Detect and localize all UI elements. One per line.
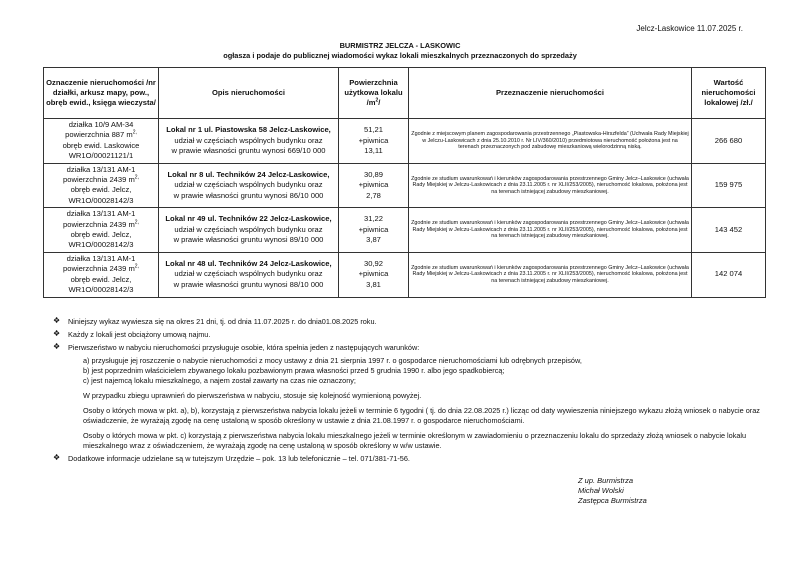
header-purpose: Przeznaczenie nieruchomości bbox=[409, 68, 692, 119]
note-text: Pierwszeństwo w nabyciu nieruchomości przysługuje osobie, która spełnia jeden z następujących warunków: bbox=[68, 343, 420, 352]
signature-name: Michał Wolski bbox=[578, 486, 624, 495]
plot-cell: działka 13/131 AM-1 powierzchnia 2439 $m^{2,}$ obręb ewid. Jelcz, WR1O/00028142/3 bbox=[44, 252, 159, 297]
header-usable-area: Powierzchnia użytkowa lokalu $/m^2/$ bbox=[339, 68, 409, 119]
deadline-paragraph-c: Osoby o których mowa w pkt. c) korzystają z pierwszeństwa nabycia lokalu mieszkalnego jeżeli w terminie określonym w zawiadomieniu o przeznaczeniu lokalu do sprzedaży złożą wniosek o nabycie lokalu mieszkalnego wraz z oświadczeniem, że wyrażają zgodę na cenę ustaloną w sposób określony w w/w ustawie. bbox=[83, 431, 747, 450]
signature-block bbox=[578, 476, 647, 506]
area-cell: 30,92 +piwnica 3,81 bbox=[339, 252, 409, 297]
signature-line-1: Z up. Burmistrza bbox=[578, 476, 634, 485]
header-property-designation: Oznaczenie nieruchomości /nr działki, arkusz mapy, pow., obręb ewid., księga wieczysta/ bbox=[44, 68, 159, 119]
properties-table bbox=[43, 67, 766, 298]
purpose-cell: Zgodnie ze studium uwarunkowań i kierunków zagospodarowania przestrzennego Gminy Jelcz–Laskowice (uchwała Rady Miejskiej w Jelczu-Laskowicach z dnia 23.11.2005 r. nr XLII/253/2005), nieruchomość lokalowa, położona jest na terenach istniejącej zabudowy mieszkaniowej. bbox=[409, 208, 692, 253]
place-date: Jelcz-Laskowice 11.07.2025 r. bbox=[636, 24, 743, 33]
value-cell: 142 074 bbox=[692, 252, 766, 297]
value-cell: 143 452 bbox=[692, 208, 766, 253]
plot-cell: działka 13/131 AM-1 powierzchnia 2439 $m^{2,}$ obręb ewid. Jelcz, WR1O/00028142/3 bbox=[44, 208, 159, 253]
table-row bbox=[44, 163, 766, 208]
note-text: Każdy z lokali jest obciążony umową najmu. bbox=[68, 330, 211, 339]
condition-c: c) jest najemcą lokalu mieszkalnego, a najem został zawarty na czas nie oznaczony; bbox=[83, 376, 356, 385]
header-property-description: Opis nieruchomości bbox=[159, 68, 339, 119]
value-cell: 159 975 bbox=[692, 163, 766, 208]
condition-b: b) jest poprzednim właścicielem zbywanego lokalu pozbawionym prawa własności przed 5 grudnia 1990 r. albo jego spadkobiercą; bbox=[83, 366, 505, 375]
area-cell: 51,21 +piwnica 13,11 bbox=[339, 119, 409, 164]
document-title: BURMISTRZ JELCZA - LASKOWIC bbox=[339, 41, 461, 50]
header-value: Wartość nieruchomości lokalowej /zł./ bbox=[692, 68, 766, 119]
table-row bbox=[44, 252, 766, 297]
description-cell: Lokal nr 1 ul. Piastowska 58 Jelcz-Laskowice, udział w częściach wspólnych budynku oraz w prawie własności gruntu wynosi 669/10 000 bbox=[159, 119, 339, 164]
note-text: Dodatkowe informacje udzielane są w tutejszym Urzędzie – pok. 13 lub telefonicznie – tel. 071/381-71-56. bbox=[68, 454, 410, 463]
value-cell: 266 680 bbox=[692, 119, 766, 164]
purpose-cell: Zgodnie ze studium uwarunkowań i kierunków zagospodarowania przestrzennego Gminy Jelcz–Laskowice (uchwała Rady Miejskiej w Jelczu-Laskowicach z dnia 23.11.2005 r. nr XLII/253/2005), nieruchomość lokalowa, położona jest na terenach istniejącej zabudowy mieszkaniowej. bbox=[409, 163, 692, 208]
note-item bbox=[53, 454, 765, 464]
document-subtitle: ogłasza i podaje do publicznej wiadomości wykaz lokali mieszkalnych przeznaczonych do sprzedaży bbox=[223, 51, 577, 60]
table-row bbox=[44, 208, 766, 253]
note-text: Niniejszy wykaz wywiesza się na okres 21 dni, tj. od dnia 11.07.2025 r. do dnia01.08.2025 roku. bbox=[68, 317, 377, 326]
purpose-cell: Zgodnie ze studium uwarunkowań i kierunków zagospodarowania przestrzennego Gminy Jelcz–Laskowice (uchwała Rady Miejskiej w Jelczu-Laskowicach z dnia 23.11.2005 r. nr XLII/253/2005), nieruchomość lokalowa, położona jest na terenach istniejącej zabudowy mieszkaniowej. bbox=[409, 252, 692, 297]
description-cell: Lokal nr 48 ul. Techników 24 Jelcz-Laskowice, udział w częściach wspólnych budynku oraz w prawie własności gruntu wynosi 88/10 000 bbox=[159, 252, 339, 297]
diamond-bullet-icon: ❖ bbox=[53, 329, 61, 338]
note-item bbox=[53, 330, 765, 340]
signature-role: Zastępca Burmistrza bbox=[578, 496, 647, 505]
plot-cell: działka 13/131 AM-1 powierzchnia 2439 $m^{2,}$ obręb ewid. Jelcz, WR1O/00028142/3 bbox=[44, 163, 159, 208]
priority-paragraph: W przypadku zbiegu uprawnień do pierwszeństwa w nabyciu, stosuje się kolejność wymienioną powyżej. bbox=[83, 391, 422, 400]
condition-a: a) przysługuje jej roszczenie o nabycie nieruchomości z mocy ustawy z dnia 21 sierpnia 1997 r. o gospodarce nieruchomościami lub odrębnych przepisów, bbox=[83, 356, 582, 365]
purpose-cell: Zgodnie z miejscowym planem zagospodarowania przestrzennego „Piastowska-Hirszfelda” (Uchwała Rady Miejskiej w Jelczu-Laskowicach z dnia 25.10.2010 r. Nr LIV/360/2010) przedmiotowa nieruchomość położona jest na terenach przeznaczonych pod zabudowę mieszkaniową wielorodzinną niską. bbox=[409, 119, 692, 164]
diamond-bullet-icon: ❖ bbox=[53, 453, 61, 462]
description-cell: Lokal nr 49 ul. Techników 22 Jelcz-Laskowice, udział w częściach wspólnych budynku oraz w prawie własności gruntu wynosi 89/10 000 bbox=[159, 208, 339, 253]
area-cell: 31,22 +piwnica 3,87 bbox=[339, 208, 409, 253]
note-item bbox=[53, 343, 765, 451]
diamond-bullet-icon: ❖ bbox=[53, 342, 61, 351]
table-header-row bbox=[44, 68, 766, 119]
diamond-bullet-icon: ❖ bbox=[53, 316, 61, 325]
plot-cell: działka 10/9 AM-34 powierzchnia 887 $m^{2,}$ obręb ewid. Laskowice WR1O/00021121/1 bbox=[44, 119, 159, 164]
note-item bbox=[53, 317, 765, 327]
notes-section bbox=[53, 317, 765, 467]
table-row bbox=[44, 119, 766, 164]
deadline-paragraph-ab: Osoby o których mowa w pkt. a), b), korzystają z pierwszeństwa nabycia lokalu jeżeli w terminie 6 tygodni ( tj. do dnia 22.08.2025 r.) licząc od daty wywieszenia niniejszego wykazu złożą wniosek o nabycie oraz oświadczenie, że wyrażają zgodę na cenę ustaloną w sposób określony w ustawie z dnia 21.08.1997 r. o gospodarce nieruchomościami. bbox=[83, 406, 760, 425]
area-cell: 30,89 +piwnica 2,78 bbox=[339, 163, 409, 208]
description-cell: Lokal nr 8 ul. Techników 24 Jelcz-Laskowice, udział w częściach wspólnych budynku oraz w prawie własności gruntu wynosi 86/10 000 bbox=[159, 163, 339, 208]
